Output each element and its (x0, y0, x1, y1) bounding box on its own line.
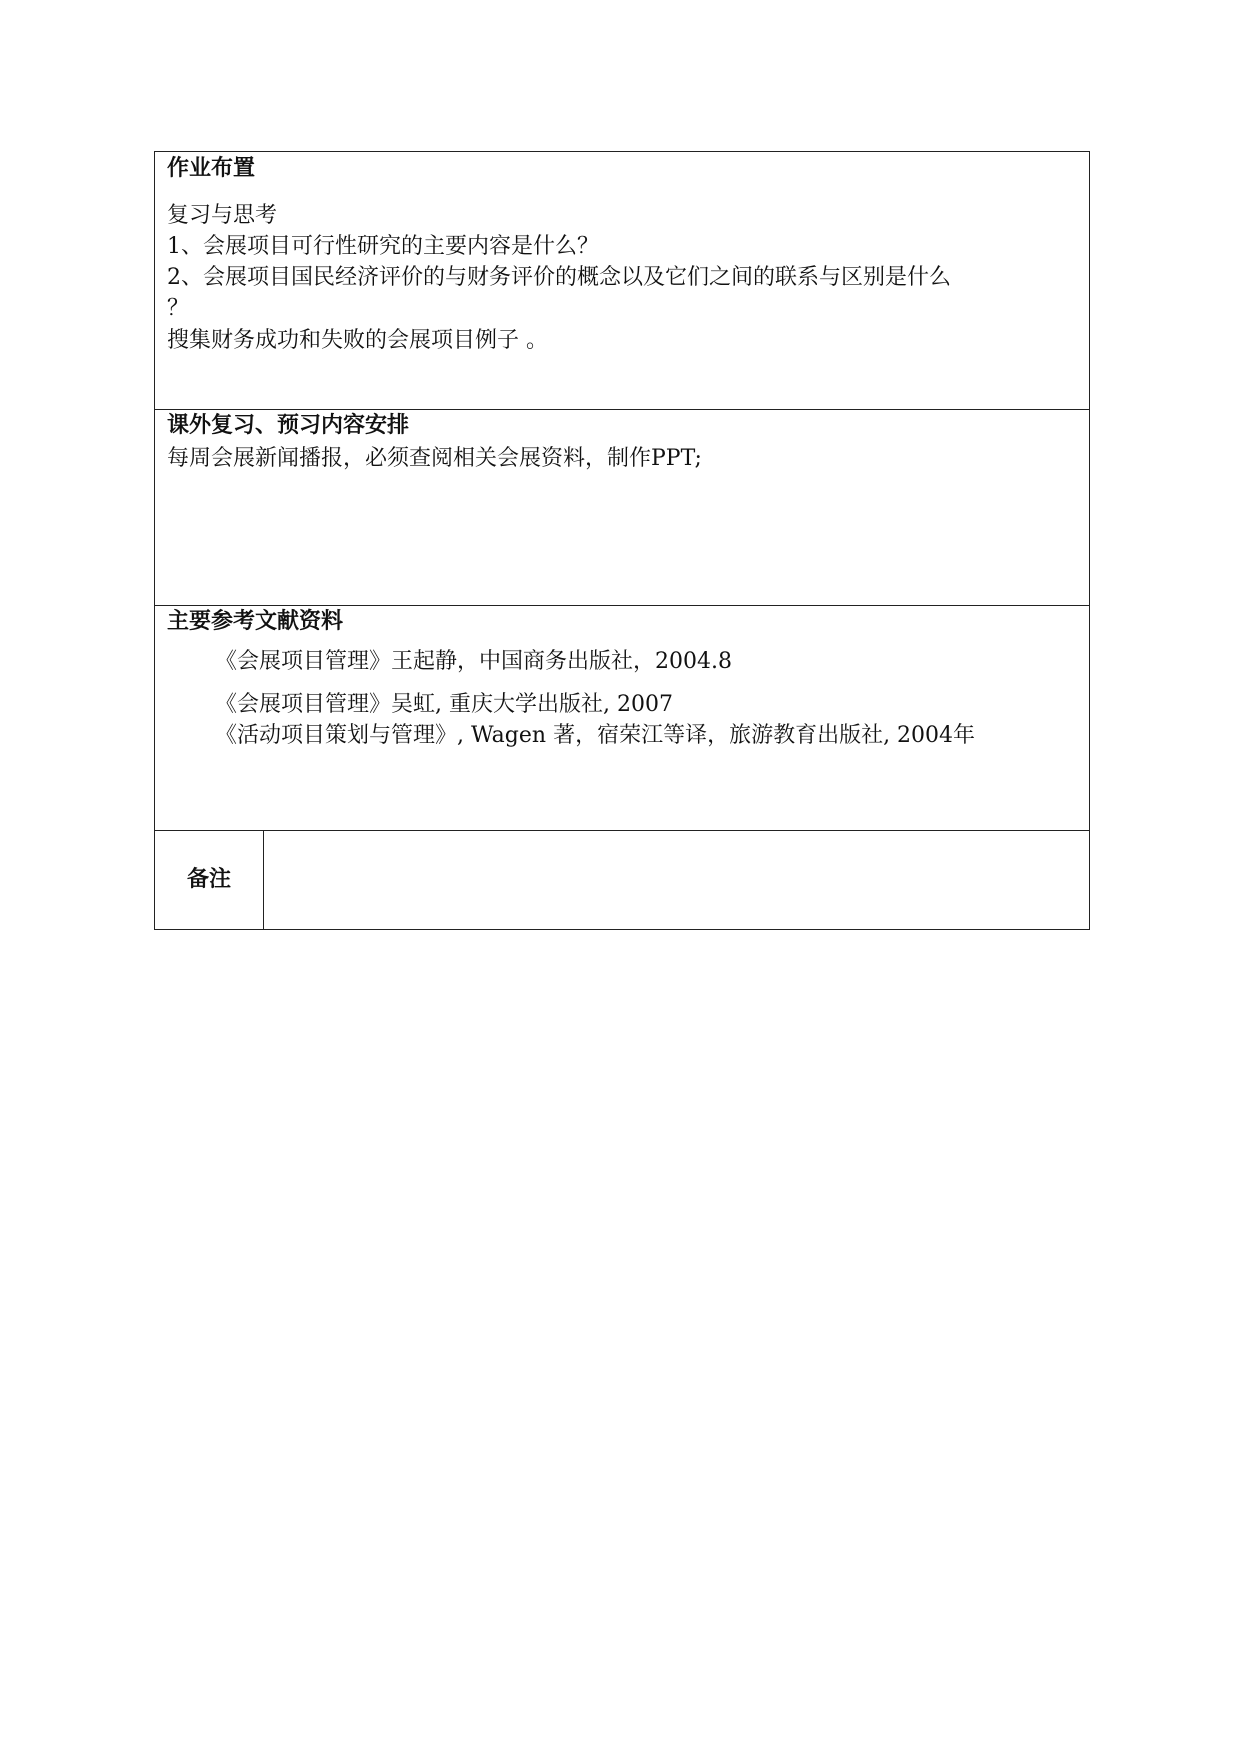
reference-item: 《活动项目策划与管理》, Wagen 著，宿荣江等译，旅游教育出版社, 2004年 (215, 723, 976, 748)
references-section (155, 606, 1089, 831)
review-section (155, 410, 1089, 606)
remarks-label: 备注 (186, 867, 231, 892)
reference-item: 《会展项目管理》吴虹, 重庆大学出版社, 2007 (215, 692, 673, 717)
course-table (154, 151, 1090, 930)
homework-line: 复习与思考 (167, 203, 278, 228)
review-title: 课外复习、预习内容安排 (167, 413, 410, 438)
homework-line: 1、会展项目可行性研究的主要内容是什么？ (167, 234, 599, 259)
review-line: 每周会展新闻播报，必须查阅相关会展资料，制作PPT; (167, 446, 702, 471)
homework-line: 2、会展项目国民经济评价的与财务评价的概念以及它们之间的联系与区别是什么 (167, 265, 951, 290)
reference-item: 《会展项目管理》王起静，中国商务出版社，2004.8 (215, 649, 732, 674)
homework-section (155, 152, 1089, 410)
homework-title: 作业布置 (167, 156, 256, 181)
remarks-row (155, 831, 1089, 929)
homework-line: 搜集财务成功和失败的会展项目例子 。 (167, 328, 548, 353)
remarks-content (264, 831, 1089, 929)
references-title: 主要参考文献资料 (167, 609, 344, 634)
remarks-label-cell (155, 831, 264, 929)
homework-line: ？ (167, 296, 190, 321)
